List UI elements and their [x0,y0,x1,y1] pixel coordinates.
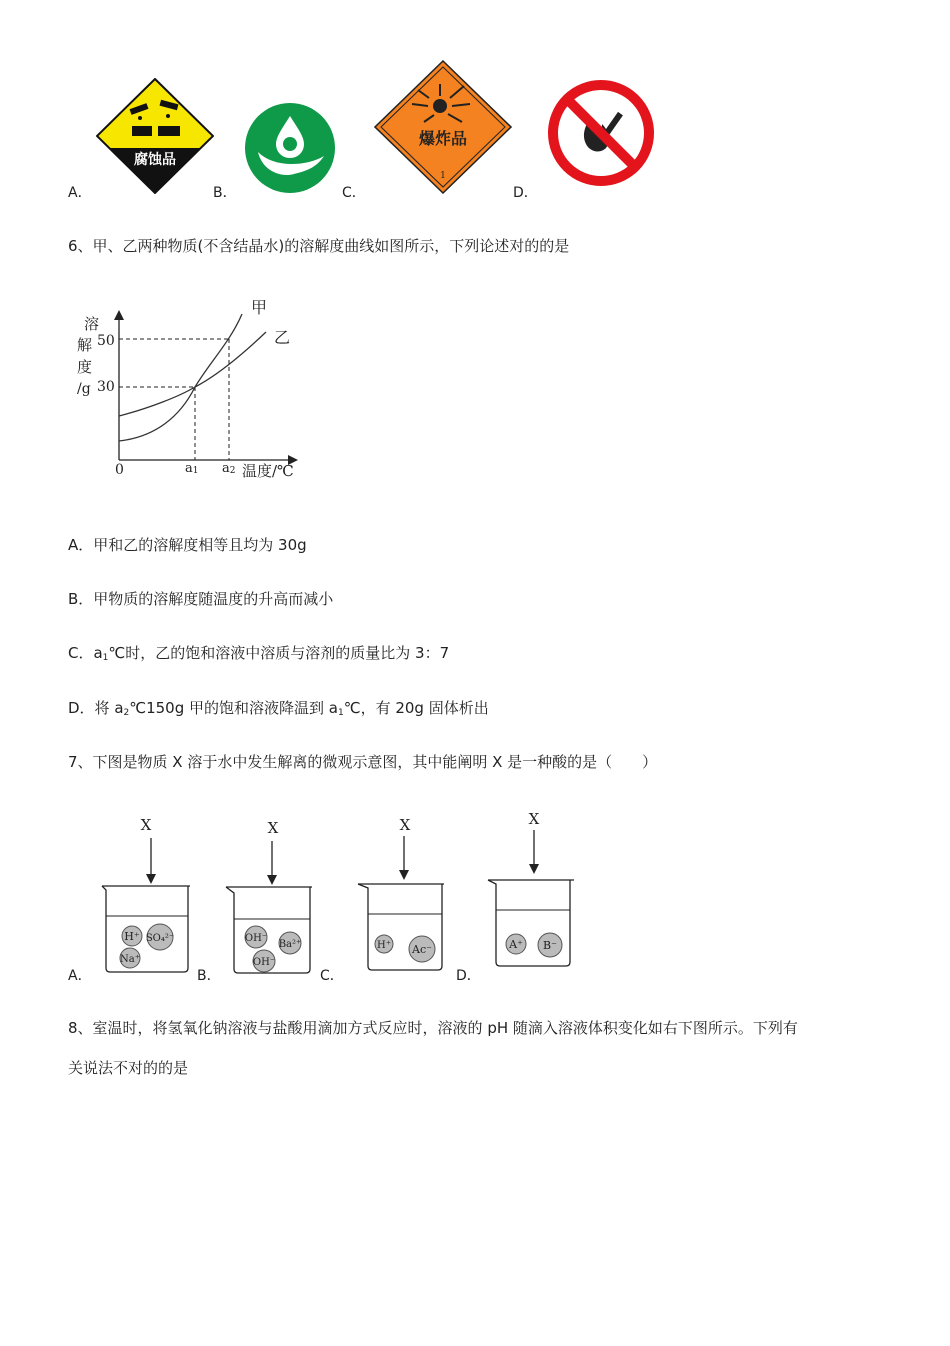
q5-option-c-label: C． [342,185,366,201]
ion-oh-1: OH⁻ [244,933,268,944]
y-label-2: 解 [77,336,93,354]
q6-option-b: B．甲物质的溶解度随温度的升高而减小 [68,590,334,608]
corrosive-sign-icon [96,78,214,194]
beaker-a-x-label: X [140,816,152,834]
x-axis-label: 温度/℃ [242,462,294,480]
no-fire-sign-image [546,78,656,188]
q8-question-line2: 关说法不对的的是 [68,1059,189,1077]
q7-option-d-label: D． [456,968,481,984]
ion-so4: SO₄²⁻ [145,933,175,944]
q6-option-c: C．$a_1℃$时，乙的饱和溶液中溶质与溶剂的质量比为 3：7 [68,644,450,663]
y-tick-50: 50 [97,333,115,349]
q6-option-d: D．将 $a_2℃150g$ 甲的饱和溶液降温到 $a_1℃$，有 20g 固体析出 [68,699,489,718]
q8-question-line1: 8、室温时，将氢氧化钠溶液与盐酸用滴加方式反应时，溶液的 pH 随滴入溶液体积变化如右下图所示。下列有 [68,1019,798,1037]
ion-na: Na⁺ [120,954,140,965]
curve-yi [119,332,266,416]
a1-label: a1 [185,461,199,476]
ion-b: B⁻ [543,939,557,952]
water-saving-sign-image [244,102,336,194]
beaker-c [354,812,450,976]
corrosive-sign-image [96,78,214,194]
y-axis-arrow [114,310,124,320]
y-tick-30: 30 [97,379,115,395]
ion-ba: Ba²⁺ [278,939,302,950]
beaker-b-diagram [222,815,318,979]
curve-yi-label: 乙 [274,328,291,347]
water-drop-icon [244,102,336,194]
beaker-d-diagram [484,806,580,970]
explosive-sign-image [374,60,512,194]
ion-oh-2: OH⁻ [252,957,276,968]
beaker-b [222,815,318,979]
y-label-unit: /g [77,381,91,397]
beaker-d-x-label: X [528,810,540,828]
beaker-d [484,806,580,970]
ion-ac: Ac⁻ [412,943,432,956]
q7-option-a-label: A． [68,968,92,984]
explosive-sign-number: 1 [440,171,446,181]
q6-option-a: A．甲和乙的溶解度相等且均为 30g [68,536,307,554]
beaker-c-diagram [354,812,450,976]
explosion-icon [374,60,512,194]
explosive-sign-text: 爆炸品 [418,129,468,148]
q5-option-b-label: B． [213,185,237,201]
q5-option-d-label: D． [513,185,538,201]
q7-question: 7、下图是物质 X 溶于水中发生解离的微观示意图，其中能阐明 X 是一种酸的是（ ） [68,753,658,771]
q6-question: 6、甲、乙两种物质(不含结晶水)的溶解度曲线如图所示，下列论述对的的是 [68,237,570,255]
ion-a: A⁺ [509,938,523,951]
beaker-a [98,812,194,976]
solubility-graph [70,292,310,492]
q7-option-c-label: C． [320,968,344,984]
ion-h: H⁺ [377,940,391,951]
y-label-3: 度 [77,358,93,376]
ion-h: H⁺ [124,930,140,943]
beaker-c-x-label: X [399,816,411,834]
q5-option-a-label: A． [68,185,92,201]
origin-label: 0 [115,462,124,478]
curve-jia-label: 甲 [251,298,268,317]
curve-jia [119,314,242,441]
corrosive-sign-text: 腐蚀品 [134,152,176,168]
no-fire-icon [546,78,656,188]
beaker-a-diagram [98,812,194,976]
a2-label: a2 [222,461,236,476]
solubility-curve-chart [70,292,310,492]
y-label-1: 溶 [84,315,100,333]
beaker-b-x-label: X [267,819,279,837]
q7-option-b-label: B． [197,968,221,984]
